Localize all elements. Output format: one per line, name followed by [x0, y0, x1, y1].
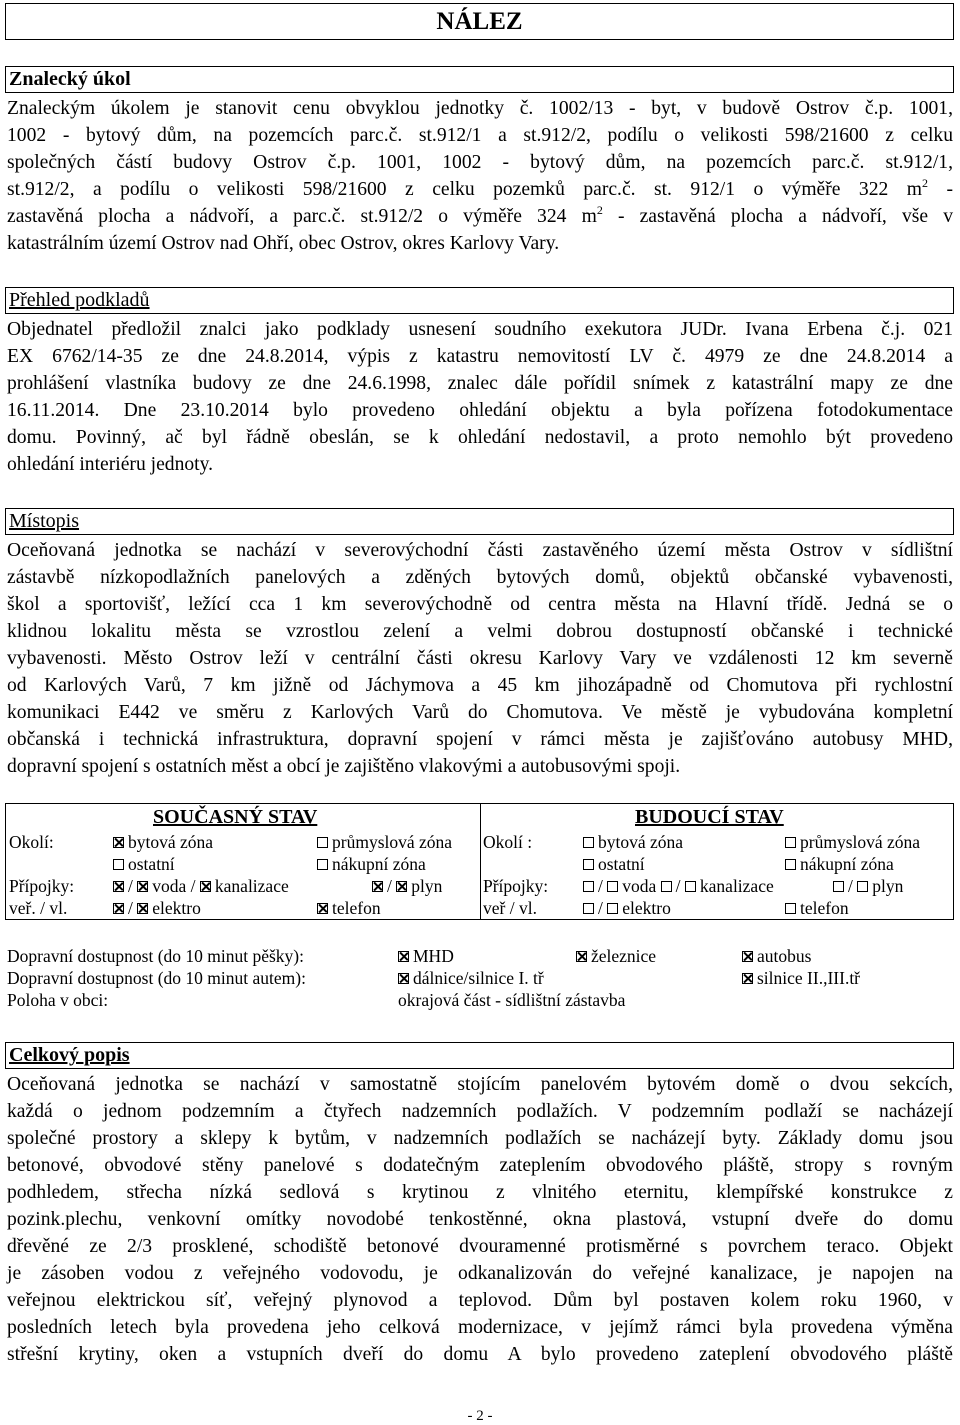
- current-okoli-option: [317, 831, 452, 853]
- page-title: NÁLEZ: [5, 3, 954, 40]
- car-access-item: [398, 967, 544, 989]
- location-line: od Karlových Varů, 7 km jižně od Jáchymova a 45 km jihozápadně od Chomutova při rychlostní: [7, 675, 953, 696]
- task-line-4-text: st.912/2, a podílu o velikosti 598/21600 z celku pozemků parc.č. st. 912/1 o výměře 322 m: [7, 179, 923, 200]
- slash: /: [190, 876, 196, 896]
- utility-label: elektro: [152, 898, 201, 918]
- table-divider: [480, 804, 481, 919]
- location-line: Oceňovaná jednotka se nachází v severovýchodní části zastavěného území města Ostrov v sídlištní: [7, 540, 953, 561]
- description-line: dřevěné ze 2/3 prosklené, schodiště betonové dvouramenné protisměrné s povrchem teraco. Objekt: [7, 1236, 953, 1257]
- checkbox-checked-icon: [137, 881, 148, 892]
- checkbox-empty-icon: [583, 837, 594, 848]
- option-label: průmyslová zóna: [800, 832, 921, 852]
- section-heading-task: [5, 66, 954, 93]
- description-paragraph: [7, 1071, 953, 1368]
- task-line: katastrálním území Ostrov nad Ohří, obec Ostrov, okres Karlovy Vary.: [7, 233, 560, 254]
- checkbox-empty-icon: [785, 859, 796, 870]
- sources-line: prohlášení vlastníka budovy ze dne 24.6.1998, znalec dále pořídil snímek z katastrální mapy ze dne: [7, 373, 953, 394]
- checkbox-checked-icon: [742, 951, 753, 962]
- slash: /: [128, 876, 133, 896]
- checkbox-checked-icon: [200, 881, 211, 892]
- future-okoli-option: [785, 831, 920, 853]
- task-line-5-text: zastavěná plocha a nádvoří, a parc.č. st.912/2 o výměře 324 m: [7, 206, 597, 227]
- task-line-4-end: -: [928, 179, 953, 200]
- walk-access-item: [398, 945, 454, 967]
- checkbox-checked-icon: [317, 903, 328, 914]
- position-label: Poloha v obci:: [7, 990, 109, 1010]
- position-value: okrajová část - sídlištní zástavba: [398, 990, 626, 1010]
- sources-line: 16.11.2014. Dne 23.10.2014 bylo provedeno ohledání objektu a byla pořízena fotodokumentace: [7, 400, 953, 421]
- utility-label: plyn: [411, 876, 443, 896]
- option-label: ostatní: [598, 854, 645, 874]
- location-line: dopravní spojení s ostatních měst a obcí je zajištěno vlakovými a autobusovými spoji.: [7, 756, 681, 777]
- location-paragraph: [7, 537, 953, 780]
- utility-label: plyn: [872, 876, 904, 896]
- location-line: klidnou lokalitu města se vzrostlou zelení a velmi dobrou dostupností občanské i technické: [7, 621, 953, 642]
- checkbox-empty-icon: [607, 903, 618, 914]
- current-okoli-option: [113, 831, 213, 853]
- task-line: společných částí budovy Ostrov č.p. 1001, 1002 - bytový dům, na pozemcích parc.č. st.912/1,: [7, 152, 953, 173]
- current-plyn: [372, 875, 442, 897]
- future-state-header: BUDOUCÍ STAV: [635, 806, 784, 828]
- checkbox-empty-icon: [785, 837, 796, 848]
- utility-label: voda: [152, 876, 187, 896]
- section-heading-location: [5, 508, 954, 535]
- current-elektro: [113, 897, 201, 919]
- checkbox-empty-icon: [661, 881, 672, 892]
- checkbox-checked-icon: [398, 951, 409, 962]
- description-line: podhledem, střecha nízká sedlová s krytinou z vlnitého eternitu, klempířské konstrukce z: [7, 1182, 953, 1203]
- checkbox-checked-icon: [113, 837, 124, 848]
- walk-access-item: [742, 945, 811, 967]
- description-line: pozink.plechu, venkovní omítky novodobé tenkostěnné, okna plastová, vstupní dveře do domu: [7, 1209, 953, 1230]
- checkbox-empty-icon: [685, 881, 696, 892]
- section-heading-description: [5, 1042, 954, 1069]
- current-okoli-option: [317, 853, 426, 875]
- future-plyn: [833, 875, 903, 897]
- sources-line: EX 6762/14-35 ze dne 24.8.2014, výpis z katastru nemovitostí LV č. 4979 ze dne 24.8.2014 a: [7, 346, 953, 367]
- slash: /: [675, 876, 681, 896]
- access-item-label: železnice: [591, 946, 657, 966]
- sources-line: domu. Povinný, ač byl řádně obeslán, se k ohledání nedostavil, a proto nemohlo být provedeno: [7, 427, 953, 448]
- future-okoli-option: [785, 853, 894, 875]
- option-label: bytová zóna: [128, 832, 214, 852]
- future-voda: [583, 875, 774, 897]
- checkbox-checked-icon: [398, 973, 409, 984]
- task-line: Znaleckým úkolem je stanovit cenu obvyklou jednotky č. 1002/13 - byt, v budově Ostrov č.p. 1001,: [7, 98, 953, 119]
- page-number: - 2 -: [467, 1408, 493, 1424]
- slash: /: [387, 876, 392, 896]
- location-line: komunikaci E442 ve směru z Karlových Varů do Chomutova. Ve městě je vybudována kompletní: [7, 702, 953, 723]
- future-okoli-option: [583, 831, 683, 853]
- checkbox-checked-icon: [113, 903, 124, 914]
- checkbox-empty-icon: [607, 881, 618, 892]
- current-ver-label: veř. / vl.: [9, 898, 68, 918]
- task-heading-text: Znalecký úkol: [9, 68, 131, 90]
- checkbox-empty-icon: [833, 881, 844, 892]
- description-line: střešní krytiny, oken a vstupních dveří do domu A bylo provedeno zateplení obvodového pláště: [7, 1344, 953, 1365]
- checkbox-checked-icon: [396, 881, 407, 892]
- superscript: 2: [596, 203, 603, 217]
- description-line: je zásoben vodou z veřejného vodovodu, je odkanalizován do veřejné kanalizace, je napojen na: [7, 1263, 953, 1284]
- checkbox-empty-icon: [317, 837, 328, 848]
- description-line: Oceňovaná jednotka se nachází v samostatně stojícím panelovém bytovém domě o dvou sekcích,: [7, 1074, 953, 1095]
- state-table: [5, 803, 954, 920]
- utility-label: telefon: [800, 898, 849, 918]
- current-telefon: [317, 897, 381, 919]
- utility-label: telefon: [332, 898, 381, 918]
- checkbox-empty-icon: [583, 881, 594, 892]
- current-state-header: SOUČASNÝ STAV: [153, 806, 318, 828]
- checkbox-checked-icon: [576, 951, 587, 962]
- checkbox-checked-icon: [372, 881, 383, 892]
- option-label: ostatní: [128, 854, 175, 874]
- access-item-label: silnice II.,III.tř: [757, 968, 861, 988]
- description-heading-text: Celkový popis: [9, 1044, 130, 1066]
- option-label: bytová zóna: [598, 832, 684, 852]
- task-line: [7, 176, 953, 203]
- checkbox-empty-icon: [583, 903, 594, 914]
- sources-line: Objednatel předložil znalci jako podklady usnesení soudního exekutora JUDr. Ivana Erbena č.j. 021: [7, 319, 953, 340]
- description-line: posledních letech byla provedena jeho celková modernizace, v jejímž rámci byla provedena výměna: [7, 1317, 953, 1338]
- current-pripojky-label: Přípojky:: [9, 876, 75, 896]
- task-line: 1002 - bytový dům, na pozemcích parc.č. st.912/1 a st.912/2, podílu o velikosti 598/21600 z celku: [7, 125, 953, 146]
- checkbox-checked-icon: [113, 881, 124, 892]
- car-access-item: [742, 967, 860, 989]
- option-label: nákupní zóna: [800, 854, 894, 874]
- checkbox-empty-icon: [317, 859, 328, 870]
- description-line: betonové, obvodové stěny panelové s dodatečným zateplením obvodového pláště, stropy s rovným: [7, 1155, 953, 1176]
- location-line: škol a sportovišť, ležící cca 1 km severovýchodně od centra města na Hlavní třídě. Jedná se o: [7, 594, 953, 615]
- checkbox-checked-icon: [137, 903, 148, 914]
- location-line: občanská i technická infrastruktura, dopravní spojení v rámci města je zajišťováno autobusy MHD,: [7, 729, 953, 750]
- walk-access-label: Dopravní dostupnost (do 10 minut pěšky):: [7, 946, 304, 966]
- slash: /: [598, 876, 603, 896]
- future-okoli-label: Okolí :: [483, 832, 533, 852]
- checkbox-empty-icon: [583, 859, 594, 870]
- future-ver-label: veř / vl.: [483, 898, 537, 918]
- utility-label: elektro: [622, 898, 671, 918]
- superscript: 2: [922, 176, 929, 190]
- car-access-label: Dopravní dostupnost (do 10 minut autem):: [7, 968, 306, 988]
- slash: /: [128, 898, 133, 918]
- future-elektro: [583, 897, 671, 919]
- task-line-5-end: - zastavěná plocha a nádvoří, vše v: [602, 206, 953, 227]
- slash: /: [598, 898, 603, 918]
- description-line: společné prostory a sklepy k bytům, v nadzemních podlažích se nacházejí byty. Základy domu jsou: [7, 1128, 953, 1149]
- utility-label: kanalizace: [214, 876, 289, 896]
- task-paragraph: [7, 95, 953, 257]
- future-telefon: [785, 897, 849, 919]
- utility-label: kanalizace: [699, 876, 774, 896]
- location-line: vybavenosti. Město Ostrov leží v centrální části okresu Karlovy Vary ve vzdálenosti 12 km severně: [7, 648, 953, 669]
- sources-paragraph: [7, 316, 953, 478]
- checkbox-empty-icon: [857, 881, 868, 892]
- description-line: každá o jednom podzemním a čtyřech nadzemních podlažích. V podzemním podlaží se nacházejí: [7, 1101, 953, 1122]
- future-okoli-option: [583, 853, 645, 875]
- current-voda: [113, 875, 289, 897]
- location-line: zástavbě nízkopodlažních panelových a zděných bytových domů, objektů občanské vybavenosti,: [7, 567, 953, 588]
- sources-heading-text: Přehled podkladů: [9, 289, 150, 311]
- location-heading-text: Místopis: [9, 510, 80, 532]
- option-label: průmyslová zóna: [332, 832, 453, 852]
- future-pripojky-label: Přípojky:: [483, 876, 549, 896]
- sources-line: ohledání interiéru jednoty.: [7, 454, 214, 475]
- access-item-label: MHD: [413, 946, 454, 966]
- section-heading-sources: [5, 287, 954, 314]
- task-line: [7, 203, 953, 230]
- walk-access-item: [576, 945, 656, 967]
- access-item-label: dálnice/silnice I. tř: [413, 968, 544, 988]
- current-okoli-label: Okolí:: [9, 832, 54, 852]
- option-label: nákupní zóna: [332, 854, 426, 874]
- checkbox-empty-icon: [113, 859, 124, 870]
- description-line: veřejnou elektrickou síť, veřejný plynovod a teplovod. Dům byl postaven kolem roku 1960, v: [7, 1290, 953, 1311]
- checkbox-checked-icon: [742, 973, 753, 984]
- checkbox-empty-icon: [785, 903, 796, 914]
- slash: /: [848, 876, 853, 896]
- access-item-label: autobus: [757, 946, 812, 966]
- utility-label: voda: [622, 876, 657, 896]
- current-okoli-option: [113, 853, 175, 875]
